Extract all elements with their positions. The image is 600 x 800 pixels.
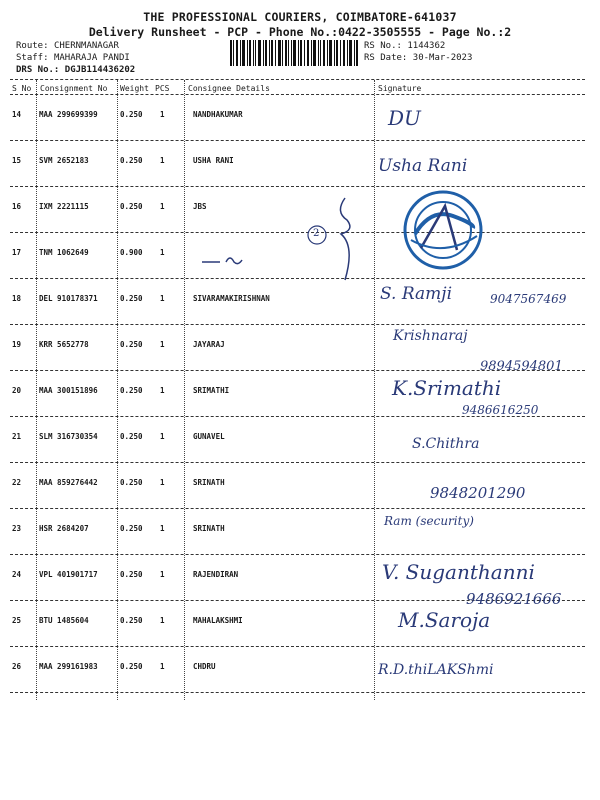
handwritten-mark bbox=[305, 190, 365, 290]
row-signature: K.Srimathi bbox=[392, 376, 502, 400]
row-sno: 26 bbox=[12, 662, 22, 671]
row-weight: 0.250 bbox=[120, 156, 143, 165]
row-signature: V. Suganthanni bbox=[382, 560, 535, 584]
row-consignee: JAYARAJ bbox=[193, 340, 225, 349]
delivery-stamp bbox=[401, 188, 485, 272]
row-pcs: 1 bbox=[160, 662, 165, 671]
row-divider bbox=[10, 324, 585, 325]
row-consignee: CHDRU bbox=[193, 662, 216, 671]
row-divider bbox=[10, 508, 585, 509]
table-row bbox=[0, 510, 600, 554]
row-pcs: 1 bbox=[160, 432, 165, 441]
table-row bbox=[0, 96, 600, 140]
drs-label: DRS No.: bbox=[16, 65, 60, 75]
col-header-weight: Weight bbox=[120, 84, 149, 93]
row-divider bbox=[10, 186, 585, 187]
rs-no-line bbox=[364, 41, 445, 51]
row-signature: S.Chithra bbox=[412, 436, 480, 452]
row-signature: R.D.thiLAKShmi bbox=[378, 662, 494, 678]
row-consignment-no: IXM 2221115 bbox=[39, 202, 89, 211]
row-consignment-no: SLM 316730354 bbox=[39, 432, 98, 441]
row-consignment-no: VPL 401901717 bbox=[39, 570, 98, 579]
table-row bbox=[0, 142, 600, 186]
route-value: CHERNMANAGAR bbox=[53, 41, 119, 51]
row-divider bbox=[10, 554, 585, 555]
company-title: THE PROFESSIONAL COURIERS, COIMBATORE-641037 bbox=[143, 10, 457, 24]
row-divider bbox=[10, 462, 585, 463]
row-sno: 14 bbox=[12, 110, 22, 119]
col-header-signature: Signature bbox=[378, 84, 422, 93]
row-signature: M.Saroja bbox=[398, 608, 491, 632]
row-pcs: 1 bbox=[160, 616, 165, 625]
row-weight: 0.250 bbox=[120, 386, 143, 395]
handwritten-phone: 9486616250 bbox=[462, 403, 539, 417]
drs-value: DGJB114436202 bbox=[64, 65, 136, 75]
col-header-sno: S No bbox=[12, 84, 32, 93]
row-consignee: RAJENDIRAN bbox=[193, 570, 239, 579]
handwritten-phone: 9894594801 bbox=[480, 359, 563, 374]
row-consignment-no: HSR 2684207 bbox=[39, 524, 89, 533]
handwritten-phone: 9486921666 bbox=[466, 590, 562, 608]
header-top-rule bbox=[10, 79, 585, 80]
row-signature: S. Ramji bbox=[380, 284, 453, 304]
staff-label: Staff: bbox=[16, 53, 49, 63]
row-consignee: SRIMATHI bbox=[193, 386, 230, 395]
row-signature: Ram (security) bbox=[384, 514, 474, 528]
barcode-image bbox=[230, 40, 358, 66]
row-weight: 0.250 bbox=[120, 478, 143, 487]
row-signature: DU bbox=[388, 106, 421, 130]
row-sno: 20 bbox=[12, 386, 22, 395]
row-weight: 0.250 bbox=[120, 524, 143, 533]
row-consignee: SIVARAMAKIRISHNAN bbox=[193, 294, 270, 303]
row-consignee: MAHALAKSHMI bbox=[193, 616, 243, 625]
table-row bbox=[0, 188, 600, 232]
row-consignee: JBS bbox=[193, 202, 207, 211]
circled-number: 2 bbox=[313, 228, 320, 239]
row-sno: 19 bbox=[12, 340, 22, 349]
header-bottom-rule bbox=[10, 94, 585, 95]
row-sno: 25 bbox=[12, 616, 22, 625]
row-sno: 22 bbox=[12, 478, 22, 487]
row-consignee: SRINATH bbox=[193, 478, 225, 487]
row-divider bbox=[10, 692, 585, 693]
row-consignee: USHA RANI bbox=[193, 156, 234, 165]
row-pcs: 1 bbox=[160, 202, 165, 211]
handwritten-phone: 9047567469 bbox=[490, 292, 567, 306]
row-consignee: NANDHAKUMAR bbox=[193, 110, 243, 119]
staff-value: MAHARAJA PANDI bbox=[53, 53, 130, 63]
row-pcs: 1 bbox=[160, 294, 165, 303]
row-consignee: SRINATH bbox=[193, 524, 225, 533]
row-weight: 0.250 bbox=[120, 110, 143, 119]
row-weight: 0.900 bbox=[120, 248, 143, 257]
row-sno: 15 bbox=[12, 156, 22, 165]
row-weight: 0.250 bbox=[120, 294, 143, 303]
row-pcs: 1 bbox=[160, 340, 165, 349]
row-divider bbox=[10, 140, 585, 141]
row-divider bbox=[10, 278, 585, 279]
row-sno: 18 bbox=[12, 294, 22, 303]
row-pcs: 1 bbox=[160, 156, 165, 165]
table-row bbox=[0, 234, 600, 278]
row-consignment-no: MAA 300151896 bbox=[39, 386, 98, 395]
rs-no-label: RS No.: bbox=[364, 41, 402, 51]
row-sno: 23 bbox=[12, 524, 22, 533]
row-weight: 0.250 bbox=[120, 570, 143, 579]
handwritten-phone: 9848201290 bbox=[430, 484, 526, 502]
row-pcs: 1 bbox=[160, 110, 165, 119]
rs-date-value: 30-Mar-2023 bbox=[412, 53, 473, 63]
row-weight: 0.250 bbox=[120, 202, 143, 211]
row-sno: 24 bbox=[12, 570, 22, 579]
rs-date-label: RS Date: bbox=[364, 53, 408, 63]
row-consignment-no: SVM 2652183 bbox=[39, 156, 89, 165]
handwritten-dash bbox=[200, 252, 250, 268]
row-consignment-no: MAA 859276442 bbox=[39, 478, 98, 487]
runsheet-title: Delivery Runsheet - PCP - Phone No.:0422-3505555 - Page No.:2 bbox=[88, 25, 512, 39]
row-consignment-no: DEL 910178371 bbox=[39, 294, 98, 303]
row-consignee: GUNAVEL bbox=[193, 432, 225, 441]
row-pcs: 1 bbox=[160, 386, 165, 395]
route-label: Route: bbox=[16, 41, 49, 51]
row-sno: 17 bbox=[12, 248, 22, 257]
row-signature: Krishnaraj bbox=[393, 328, 468, 344]
row-weight: 0.250 bbox=[120, 616, 143, 625]
row-pcs: 1 bbox=[160, 524, 165, 533]
row-consignment-no: KRR 5652778 bbox=[39, 340, 89, 349]
route-line bbox=[16, 41, 119, 51]
rs-no-value: 1144362 bbox=[407, 41, 446, 51]
row-pcs: 1 bbox=[160, 248, 165, 257]
row-weight: 0.250 bbox=[120, 662, 143, 671]
row-divider bbox=[10, 646, 585, 647]
col-header-consignment: Consignment No bbox=[40, 84, 108, 93]
col-header-consignee: Consignee Details bbox=[188, 84, 270, 93]
row-pcs: 1 bbox=[160, 478, 165, 487]
staff-line bbox=[16, 53, 130, 63]
row-weight: 0.250 bbox=[120, 432, 143, 441]
row-divider bbox=[10, 232, 585, 233]
row-weight: 0.250 bbox=[120, 340, 143, 349]
rs-date-line bbox=[364, 53, 472, 63]
row-sno: 21 bbox=[12, 432, 22, 441]
drs-line bbox=[16, 65, 135, 75]
row-consignment-no: TNM 1062649 bbox=[39, 248, 89, 257]
table-row bbox=[0, 648, 600, 692]
row-consignment-no: MAA 299161983 bbox=[39, 662, 98, 671]
col-header-pcs: PCS bbox=[155, 84, 170, 93]
row-pcs: 1 bbox=[160, 570, 165, 579]
row-signature: Usha Rani bbox=[378, 156, 468, 176]
row-consignment-no: MAA 299699399 bbox=[39, 110, 98, 119]
table-row bbox=[0, 602, 600, 646]
row-consignment-no: BTU 1485604 bbox=[39, 616, 89, 625]
row-sno: 16 bbox=[12, 202, 22, 211]
table-row bbox=[0, 418, 600, 462]
